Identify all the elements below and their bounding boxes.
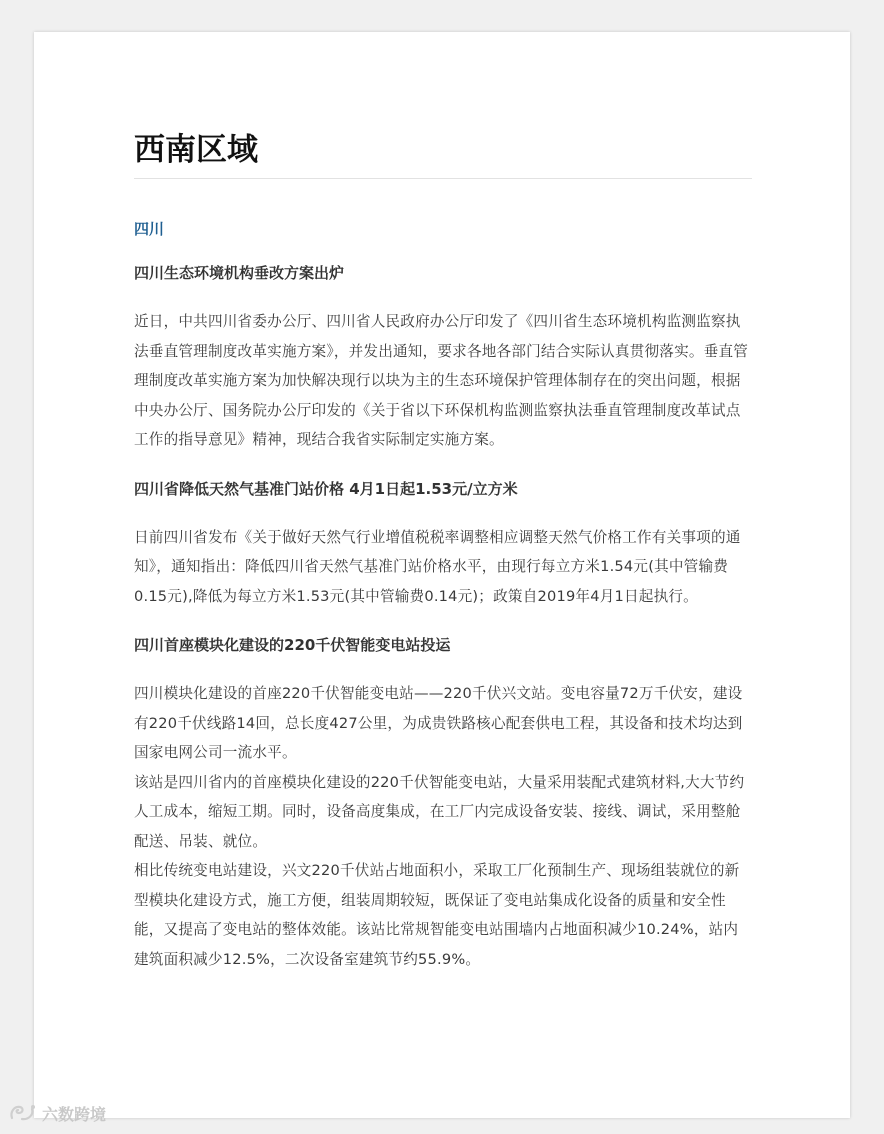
title-divider — [134, 178, 752, 179]
article-paragraph: 四川模块化建设的首座220千伏智能变电站——220千伏兴文站。变电容量72万千伏安，建设有220千伏线路14回，总长度427公里，为成贵铁路核心配套供电工程，其设备和技术均达到国家电网公司一流水平。 — [134, 685, 743, 761]
region-heading: 四川 — [134, 220, 165, 238]
article-paragraph: 日前四川省发布《关于做好天然气行业增值税税率调整相应调整天然气价格工作有关事项的通知》，通知指出：降低四川省天然气基准门站价格水平，由现行每立方米1.54元(其中管输费0.15元),降低为每立方米1.53元(其中管输费0.14元)；政策自2019年4月1日起执行。 — [134, 528, 741, 605]
page-title: 西南区域 — [134, 132, 258, 168]
article-paragraph: 相比传统变电站建设，兴文220千伏站占地面积小，采取工厂化预制生产、现场组装就位的新型模块化建设方式，施工方便，组装周期较短，既保证了变电站集成化设备的质量和安全性能，又提高了变电站的整体效能。该站比常规智能变电站围墙内占地面积减少10.24%，站内建筑面积减少12.5%，二次设备室建筑节约55.9%。 — [134, 862, 740, 968]
watermark — [8, 1100, 106, 1126]
document-page — [34, 32, 850, 1118]
article-title: 四川生态环境机构垂改方案出炉 — [134, 264, 345, 282]
article-paragraph: 近日，中共四川省委办公厅、四川省人民政府办公厅印发了《四川省生态环境机构监测监察执法垂直管理制度改革实施方案》，并发出通知，要求各地各部门结合实际认真贯彻落实。垂直管理制度改革实施方案为加快解决现行以块为主的生态环境保护管理体制存在的突出问题，根据中央办公厅、国务院办公厅印发的《关于省以下环保机构监测监察执法垂直管理制度改革试点工作的指导意见》精神，现结合我省实际制定实施方案。 — [134, 313, 749, 448]
watermark-text: 六数跨境 — [42, 1104, 107, 1124]
article-title: 四川省降低天然气基准门站价格 4月1日起1.53元/立方米 — [134, 479, 518, 498]
article-paragraph: 该站是四川省内的首座模块化建设的220千伏智能变电站，大量采用装配式建筑材料,大大节约人工成本，缩短工期。同时，设备高度集成，在工厂内完成设备安装、接线、调试，采用整舱配送、吊装、就位。 — [134, 773, 745, 850]
article-title: 四川首座模块化建设的220千伏智能变电站投运 — [134, 636, 451, 654]
document-content — [134, 128, 752, 974]
watermark-logo-icon — [8, 1102, 38, 1124]
